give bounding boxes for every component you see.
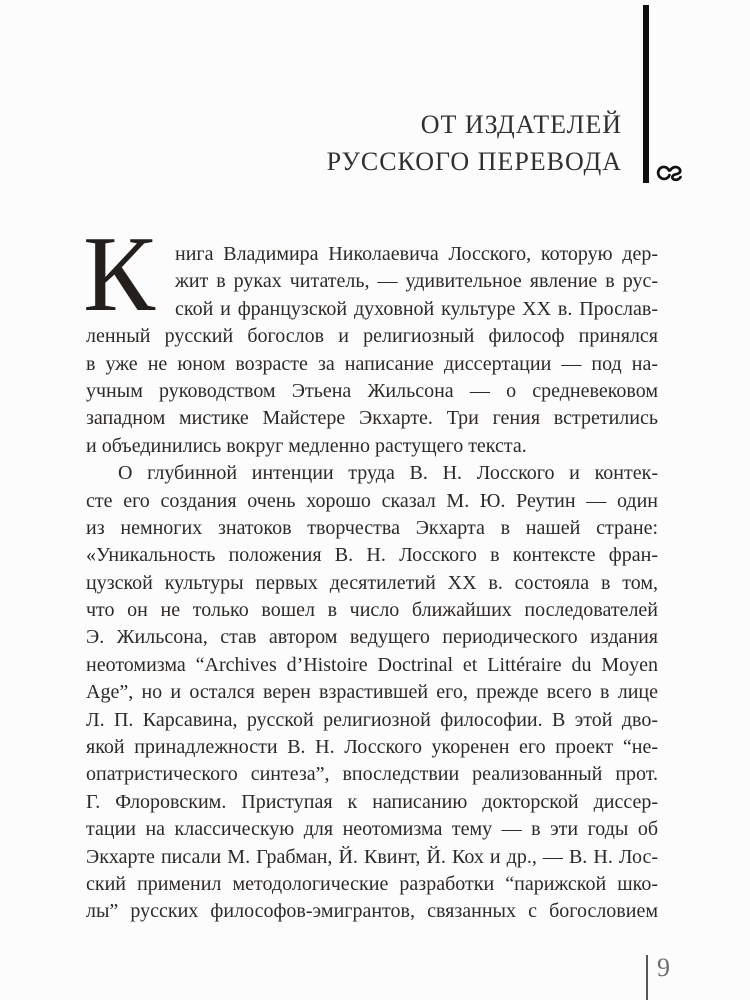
page-number: 9 [657,953,670,982]
chapter-title-line-2: РУССКОГО ПЕРЕВОДА [326,147,622,176]
text-line: лы” русских философов-эмигрантов, связанных с богословием [86,900,658,923]
text-line: что он не только вошел в число ближайших последователей [86,599,658,622]
scroll-fleuron-icon [656,165,684,183]
text-line: нига Владимира Николаевича Лосского, которую дер- [175,243,658,265]
text-line: якой принадлежности В. Н. Лосского укоренен его проект “не- [86,736,658,759]
body-lines [86,241,658,926]
folio-rule [646,955,648,1000]
chapter-title [327,106,622,180]
text-line: Л. П. Карсавина, русской религиозной философии. В этой дво- [86,708,658,731]
text-line: неотомизма “Archives d’Histoire Doctrinal et Littéraire du Moyen [86,653,658,676]
text-line: из немногих знатоков творчества Экхарта в нашей стране: [86,516,658,539]
body-text-column [83,215,658,926]
text-line: Г. Флоровским. Приступая к написанию докторской диссер- [86,790,658,813]
text-line: О глубинной интенции труда В. Н. Лосского и контек- [118,462,658,485]
dropcap-letter: К [83,215,156,334]
text-line: Э. Жильсона, став автором ведущего периодического издания [86,626,658,649]
text-line: Age”, но и остался верен взрастившей его, прежде всего в лице [86,681,658,704]
chapter-title-line-1: ОТ ИЗДАТЕЛЕЙ [420,110,622,139]
text-line: опатристического синтеза”, впоследствии реализованный прот. [86,763,658,786]
text-line: жит в руках читатель, — удивительное явление в рус- [175,270,658,293]
text-line: тации на классическую для неотомизма тему — в эти годы об [86,818,658,841]
text-line: «Уникальность положения В. Н. Лосского в контексте фран- [86,544,658,567]
text-line: Экхарте писали М. Грабман, Й. Квинт, Й. Кох и др., — В. Н. Лос- [86,845,658,868]
text-line: и объединились вокруг медленно растущего текста. [86,434,527,457]
text-line: западном мистике Майстере Экхарте. Три гения встретились [86,407,658,430]
text-line: в уже не юном возрасте за написание диссертации — под на- [86,352,658,375]
text-line: ский применил методологические разработки “парижской шко- [86,872,658,895]
text-line: сте его создания очень хорошо сказал М. Ю. Реутин — один [86,489,658,512]
text-line: ской и французской духовной культуре XX в. Прослав- [175,297,658,320]
text-line: цузской культуры первых десятилетий XX в. состояла в том, [86,571,658,594]
text-line: учным руководством Этьена Жильсона — о средневековом [86,379,658,402]
text-line: ленный русский богослов и религиозный философ принялся [86,325,658,348]
title-rule-bar [643,5,649,183]
